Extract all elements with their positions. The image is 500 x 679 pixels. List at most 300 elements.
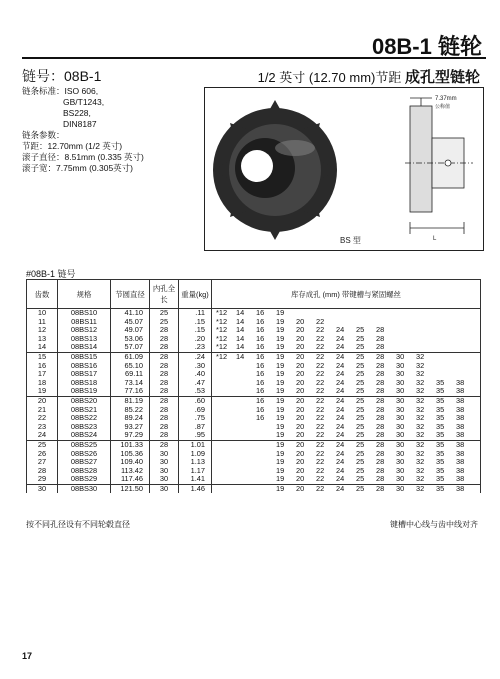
bore-size: 28 xyxy=(376,369,385,379)
bore-size: 25 xyxy=(356,483,365,493)
bore-size: *12 xyxy=(216,325,228,335)
weight-cell: .95 xyxy=(179,431,212,440)
hub-length-cell: 30 xyxy=(150,475,179,484)
weight-cell: 1.46 xyxy=(179,484,212,493)
page-number: 17 xyxy=(22,651,33,661)
weight-cell: .69 xyxy=(179,406,212,415)
teeth-cell: 20 xyxy=(27,396,58,405)
bore-size xyxy=(256,458,276,467)
bore-size: 24 xyxy=(336,439,345,449)
hub-length-cell: 28 xyxy=(150,440,179,449)
bore-size xyxy=(216,406,236,415)
bore-size xyxy=(236,414,256,423)
bore-size xyxy=(216,370,236,379)
model-cell: 08BS25 xyxy=(58,440,111,449)
hub-length-cell: 30 xyxy=(150,467,179,476)
bore-size: 30 xyxy=(396,369,405,379)
bore-size: 16 xyxy=(256,413,265,423)
hub-length-cell: 28 xyxy=(150,406,179,415)
dimension-sublabel: 公称值 xyxy=(435,104,451,110)
weight-cell: 1.41 xyxy=(179,475,212,484)
bore-size: 25 xyxy=(356,360,365,370)
pitch-diameter-cell: 73.14 xyxy=(111,379,150,388)
table-row xyxy=(27,475,481,484)
bore-size: 38 xyxy=(456,439,465,449)
teeth-cell: 15 xyxy=(27,352,58,361)
bore-size: 35 xyxy=(436,439,445,449)
bore-size: 32 xyxy=(416,483,425,493)
bore-size: 20 xyxy=(296,316,305,326)
bore-size: 19 xyxy=(276,308,285,317)
bore-size xyxy=(236,397,256,406)
weight-cell: 1.09 xyxy=(179,450,212,459)
bore-size: 24 xyxy=(336,483,345,493)
model-cell: 08BS28 xyxy=(58,467,111,476)
bore-size xyxy=(236,423,256,432)
bore-size xyxy=(216,379,236,388)
model-cell: 08BS29 xyxy=(58,475,111,484)
bore-size: 24 xyxy=(336,457,345,467)
bore-size: 35 xyxy=(436,465,445,475)
bore-size: 16 xyxy=(256,308,265,317)
bore-size: 38 xyxy=(456,386,465,396)
table-row xyxy=(27,484,481,493)
roller-diameter-spec: 滚子直径：8.51mm (0.335 英寸) xyxy=(22,152,144,162)
bore-size: 28 xyxy=(376,386,385,396)
bore-size xyxy=(236,370,256,379)
bore-size: 38 xyxy=(456,413,465,423)
pitch-diameter-cell: 77.16 xyxy=(111,387,150,396)
page-title: 08B-1 链轮 xyxy=(371,34,482,59)
teeth-cell: 14 xyxy=(27,343,58,352)
sprocket-section-drawing xyxy=(405,98,473,234)
bore-size: 19 xyxy=(276,404,285,414)
bore-size: 32 xyxy=(416,421,425,431)
bores-header: 库存成孔 (mm) 带键槽与紧固螺丝 xyxy=(212,280,481,309)
hub-length-cell: 28 xyxy=(150,343,179,352)
teeth-header: 齿数 xyxy=(27,280,58,309)
bore-size: 14 xyxy=(236,325,245,335)
bore-size: *12 xyxy=(216,308,228,317)
bore-size: 32 xyxy=(416,351,425,361)
bore-size: 20 xyxy=(296,439,305,449)
bore-size: 22 xyxy=(316,465,325,475)
bore-size: 32 xyxy=(416,386,425,396)
pitch-diameter-cell: 45.07 xyxy=(111,318,150,327)
bore-size xyxy=(236,362,256,371)
hub-length-cell: 28 xyxy=(150,431,179,440)
teeth-cell: 26 xyxy=(27,450,58,459)
bore-size: 28 xyxy=(376,377,385,387)
bore-size: 38 xyxy=(456,430,465,440)
bore-size: 28 xyxy=(376,333,385,343)
bore-size xyxy=(236,467,256,476)
pitch-diameter-cell: 85.22 xyxy=(111,406,150,415)
model-cell: 08BS10 xyxy=(58,309,111,318)
bores-cell xyxy=(212,362,481,371)
weight-cell: .53 xyxy=(179,387,212,396)
bore-size: 28 xyxy=(376,430,385,440)
bore-size: 24 xyxy=(336,404,345,414)
teeth-cell: 17 xyxy=(27,370,58,379)
bore-size: 24 xyxy=(336,465,345,475)
bore-size xyxy=(216,450,236,459)
hub-length-cell: 28 xyxy=(150,414,179,423)
bore-size: 25 xyxy=(356,386,365,396)
bore-size: 19 xyxy=(276,360,285,370)
pitch-diameter-cell: 109.40 xyxy=(111,458,150,467)
bore-size: 22 xyxy=(316,413,325,423)
bore-size: 22 xyxy=(316,342,325,352)
model-cell: 08BS26 xyxy=(58,450,111,459)
bore-size: 35 xyxy=(436,474,445,484)
bore-size: *12 xyxy=(216,316,228,326)
bore-size: 20 xyxy=(296,413,305,423)
bore-size xyxy=(236,475,256,484)
bores-cell xyxy=(212,335,481,344)
bore-size: 22 xyxy=(316,457,325,467)
bore-size: 24 xyxy=(336,369,345,379)
bore-size: 28 xyxy=(376,457,385,467)
bore-size: *12 xyxy=(216,351,228,361)
bore-size: 28 xyxy=(376,325,385,335)
pitch-diameter-cell: 57.07 xyxy=(111,343,150,352)
bore-size xyxy=(256,467,276,476)
pitch-diameter-header: 节圆直径 xyxy=(111,280,150,309)
bore-size: 25 xyxy=(356,369,365,379)
bore-size: 38 xyxy=(456,457,465,467)
bore-size: 24 xyxy=(336,413,345,423)
bore-size: 25 xyxy=(356,448,365,458)
bore-size: 22 xyxy=(316,377,325,387)
bore-size: 20 xyxy=(296,457,305,467)
model-cell: 08BS19 xyxy=(58,387,111,396)
sprocket-figure xyxy=(204,87,484,251)
bore-size: 24 xyxy=(336,386,345,396)
bore-size xyxy=(216,467,236,476)
bore-size: 20 xyxy=(296,360,305,370)
weight-cell: .60 xyxy=(179,396,212,405)
model-cell: 08BS24 xyxy=(58,431,111,440)
bore-size: 32 xyxy=(416,448,425,458)
model-cell: 08BS15 xyxy=(58,352,111,361)
hub-length-cell: 28 xyxy=(150,396,179,405)
bore-size: *12 xyxy=(216,342,228,352)
model-cell: 08BS11 xyxy=(58,318,111,327)
bores-cell xyxy=(212,309,481,318)
bore-size: 22 xyxy=(316,325,325,335)
teeth-cell: 19 xyxy=(27,387,58,396)
bore-size: *12 xyxy=(216,333,228,343)
teeth-cell: 18 xyxy=(27,379,58,388)
bore-size: 16 xyxy=(256,333,265,343)
bore-size: 20 xyxy=(296,369,305,379)
bore-size: 35 xyxy=(436,448,445,458)
chain-number: 链号：08B-1 xyxy=(22,68,102,84)
params-label: 链条参数： xyxy=(22,130,65,140)
model-cell: 08BS21 xyxy=(58,406,111,415)
bore-size: 20 xyxy=(296,333,305,343)
pitch-diameter-cell: 97.29 xyxy=(111,431,150,440)
bore-size: 19 xyxy=(276,316,285,326)
bore-size: 16 xyxy=(256,386,265,396)
weight-header: 重量(kg) xyxy=(179,280,212,309)
bore-size: 35 xyxy=(436,430,445,440)
model-cell: 08BS18 xyxy=(58,379,111,388)
pitch-diameter-cell: 53.06 xyxy=(111,335,150,344)
bore-size: 30 xyxy=(396,448,405,458)
bores-cell xyxy=(212,352,481,361)
chain-specs xyxy=(22,86,144,174)
bore-size: 19 xyxy=(276,342,285,352)
model-cell: 08BS12 xyxy=(58,326,111,335)
standard-item: GB/T1243, xyxy=(63,97,105,107)
bore-size xyxy=(236,441,256,450)
bore-size: 28 xyxy=(376,351,385,361)
hub-length-header: 内孔全长 xyxy=(150,280,179,309)
weight-cell: .40 xyxy=(179,370,212,379)
weight-cell: .47 xyxy=(179,379,212,388)
bore-size: 35 xyxy=(436,413,445,423)
model-cell: 08BS17 xyxy=(58,370,111,379)
bore-size: 38 xyxy=(456,377,465,387)
bore-size: 32 xyxy=(416,439,425,449)
standard-item: BS228, xyxy=(63,108,91,118)
bore-size: 30 xyxy=(396,395,405,405)
bore-size: 16 xyxy=(256,325,265,335)
bore-size: 20 xyxy=(296,377,305,387)
bore-size: 35 xyxy=(436,404,445,414)
bore-size: 19 xyxy=(276,377,285,387)
bore-size: 32 xyxy=(416,395,425,405)
bore-size: 25 xyxy=(356,430,365,440)
bore-size: 30 xyxy=(396,439,405,449)
bore-size: 25 xyxy=(356,474,365,484)
bore-size xyxy=(256,431,276,440)
bore-size: 14 xyxy=(236,351,245,361)
pitch-diameter-cell: 69.11 xyxy=(111,370,150,379)
bore-size: 22 xyxy=(316,448,325,458)
bore-size: 19 xyxy=(276,351,285,361)
bore-size xyxy=(256,485,276,494)
weight-cell: 1.01 xyxy=(179,440,212,449)
dimension-label: 7.37mm xyxy=(435,96,457,102)
bore-size: 16 xyxy=(256,360,265,370)
bore-size: 19 xyxy=(276,474,285,484)
bore-size xyxy=(216,441,236,450)
bore-size xyxy=(256,423,276,432)
bore-size: 32 xyxy=(416,457,425,467)
bore-size: 28 xyxy=(376,474,385,484)
bore-size: 20 xyxy=(296,395,305,405)
weight-cell: .24 xyxy=(179,352,212,361)
teeth-cell: 11 xyxy=(27,318,58,327)
bore-size xyxy=(216,458,236,467)
bore-size: 14 xyxy=(236,333,245,343)
pitch-title-pitch: 1/2 英寸 (12.70 mm)节距 xyxy=(257,70,402,85)
bores-cell xyxy=(212,326,481,335)
bore-size: 19 xyxy=(276,430,285,440)
pitch-diameter-cell: 121.50 xyxy=(111,484,150,493)
bore-size: 25 xyxy=(356,395,365,405)
bores-cell xyxy=(212,475,481,484)
teeth-cell: 12 xyxy=(27,326,58,335)
bore-size xyxy=(236,431,256,440)
bore-size: 22 xyxy=(316,395,325,405)
bore-size xyxy=(236,450,256,459)
bore-size xyxy=(236,458,256,467)
bore-size: 16 xyxy=(256,395,265,405)
footnote-left: 按不同孔径设有不同轮毂直径 xyxy=(26,520,130,529)
hub-length-cell: 28 xyxy=(150,335,179,344)
teeth-cell: 28 xyxy=(27,467,58,476)
bore-size: 28 xyxy=(376,421,385,431)
bore-size xyxy=(236,379,256,388)
hub-length-cell: 28 xyxy=(150,423,179,432)
bore-size: 35 xyxy=(436,457,445,467)
bore-size: 38 xyxy=(456,404,465,414)
bore-size: 25 xyxy=(356,421,365,431)
bore-size: 24 xyxy=(336,430,345,440)
teeth-cell: 10 xyxy=(27,309,58,318)
bore-size: 20 xyxy=(296,342,305,352)
bore-size: 24 xyxy=(336,360,345,370)
bore-size: 19 xyxy=(276,333,285,343)
bore-size: 30 xyxy=(396,351,405,361)
bore-size: 38 xyxy=(456,474,465,484)
bore-size: 28 xyxy=(376,404,385,414)
model-cell: 08BS14 xyxy=(58,343,111,352)
bore-size: 25 xyxy=(356,404,365,414)
model-cell: 08BS13 xyxy=(58,335,111,344)
bore-size: 24 xyxy=(336,351,345,361)
bore-size: 24 xyxy=(336,342,345,352)
bore-size: 25 xyxy=(356,413,365,423)
bore-size: 24 xyxy=(336,377,345,387)
bore-size: 38 xyxy=(456,421,465,431)
bore-size: 22 xyxy=(316,404,325,414)
bore-size: 30 xyxy=(396,483,405,493)
bore-size: 35 xyxy=(436,421,445,431)
bore-size: 35 xyxy=(436,483,445,493)
bore-size: 32 xyxy=(416,369,425,379)
bore-size: 19 xyxy=(276,386,285,396)
bore-size: 32 xyxy=(416,474,425,484)
bore-size: 30 xyxy=(396,386,405,396)
model-cell: 08BS30 xyxy=(58,484,111,493)
bore-size: 19 xyxy=(276,369,285,379)
bore-size: 25 xyxy=(356,342,365,352)
bore-size: 32 xyxy=(416,430,425,440)
bore-size: 24 xyxy=(336,448,345,458)
pitch-diameter-cell: 41.10 xyxy=(111,309,150,318)
bore-size: 35 xyxy=(436,395,445,405)
bore-size xyxy=(216,423,236,432)
bore-size: 28 xyxy=(376,360,385,370)
bore-size: 16 xyxy=(256,377,265,387)
bore-size: 22 xyxy=(316,421,325,431)
bore-size: 35 xyxy=(436,386,445,396)
bore-size: 32 xyxy=(416,360,425,370)
bore-size: 22 xyxy=(316,483,325,493)
pitch-diameter-cell: 61.09 xyxy=(111,352,150,361)
bore-size: 14 xyxy=(236,342,245,352)
bore-size: 22 xyxy=(316,386,325,396)
length-label: L xyxy=(433,236,437,242)
weight-cell: .75 xyxy=(179,414,212,423)
bore-size xyxy=(216,397,236,406)
bore-size: 30 xyxy=(396,377,405,387)
bore-size: 24 xyxy=(336,395,345,405)
hub-length-cell: 28 xyxy=(150,362,179,371)
bore-size: 38 xyxy=(456,395,465,405)
bore-size: 20 xyxy=(296,404,305,414)
table-subheading: #08B-1 链号 xyxy=(26,269,76,279)
teeth-cell: 13 xyxy=(27,335,58,344)
model-cell: 08BS16 xyxy=(58,362,111,371)
bore-size: 20 xyxy=(296,448,305,458)
footnote-right: 键槽中心线与齿中线对齐 xyxy=(390,520,478,529)
bore-size xyxy=(216,485,236,494)
teeth-cell: 24 xyxy=(27,431,58,440)
pitch-diameter-cell: 105.36 xyxy=(111,450,150,459)
bore-size: 19 xyxy=(276,325,285,335)
weight-cell: 1.13 xyxy=(179,458,212,467)
bore-size: 24 xyxy=(336,325,345,335)
bore-size: 20 xyxy=(296,421,305,431)
bore-size: 20 xyxy=(296,351,305,361)
bore-size xyxy=(216,414,236,423)
hub-length-cell: 28 xyxy=(150,326,179,335)
bore-size: 22 xyxy=(316,360,325,370)
model-cell: 08BS23 xyxy=(58,423,111,432)
bore-size: 30 xyxy=(396,360,405,370)
bore-size: 22 xyxy=(316,351,325,361)
pitch-diameter-cell: 113.42 xyxy=(111,467,150,476)
bore-size: 25 xyxy=(356,439,365,449)
hub-length-cell: 28 xyxy=(150,352,179,361)
bore-size: 16 xyxy=(256,351,265,361)
teeth-cell: 21 xyxy=(27,406,58,415)
hub-length-cell: 28 xyxy=(150,370,179,379)
bore-size: 19 xyxy=(276,421,285,431)
bore-size: 20 xyxy=(296,474,305,484)
pitch-diameter-cell: 93.27 xyxy=(111,423,150,432)
bore-size xyxy=(216,475,236,484)
pitch-diameter-cell: 81.19 xyxy=(111,396,150,405)
bore-size xyxy=(236,485,256,494)
sprocket-photo xyxy=(213,100,337,240)
bore-size: 24 xyxy=(336,421,345,431)
standard-item: ISO 606, xyxy=(64,86,99,96)
weight-cell: .30 xyxy=(179,362,212,371)
pitch-title xyxy=(258,66,480,87)
table-body xyxy=(27,309,481,494)
hub-length-cell: 30 xyxy=(150,450,179,459)
bore-size: 28 xyxy=(376,439,385,449)
bore-size: 19 xyxy=(276,413,285,423)
bores-cell xyxy=(212,318,481,327)
bore-size: 25 xyxy=(356,465,365,475)
pitch-title-type: 成孔型链轮 xyxy=(404,69,480,86)
bore-size: 22 xyxy=(316,316,325,326)
bore-size: 25 xyxy=(356,333,365,343)
weight-cell: .87 xyxy=(179,423,212,432)
sprocket-table xyxy=(26,279,481,493)
bore-size: 32 xyxy=(416,377,425,387)
pitch-diameter-cell: 117.46 xyxy=(111,475,150,484)
bore-size: 22 xyxy=(316,333,325,343)
